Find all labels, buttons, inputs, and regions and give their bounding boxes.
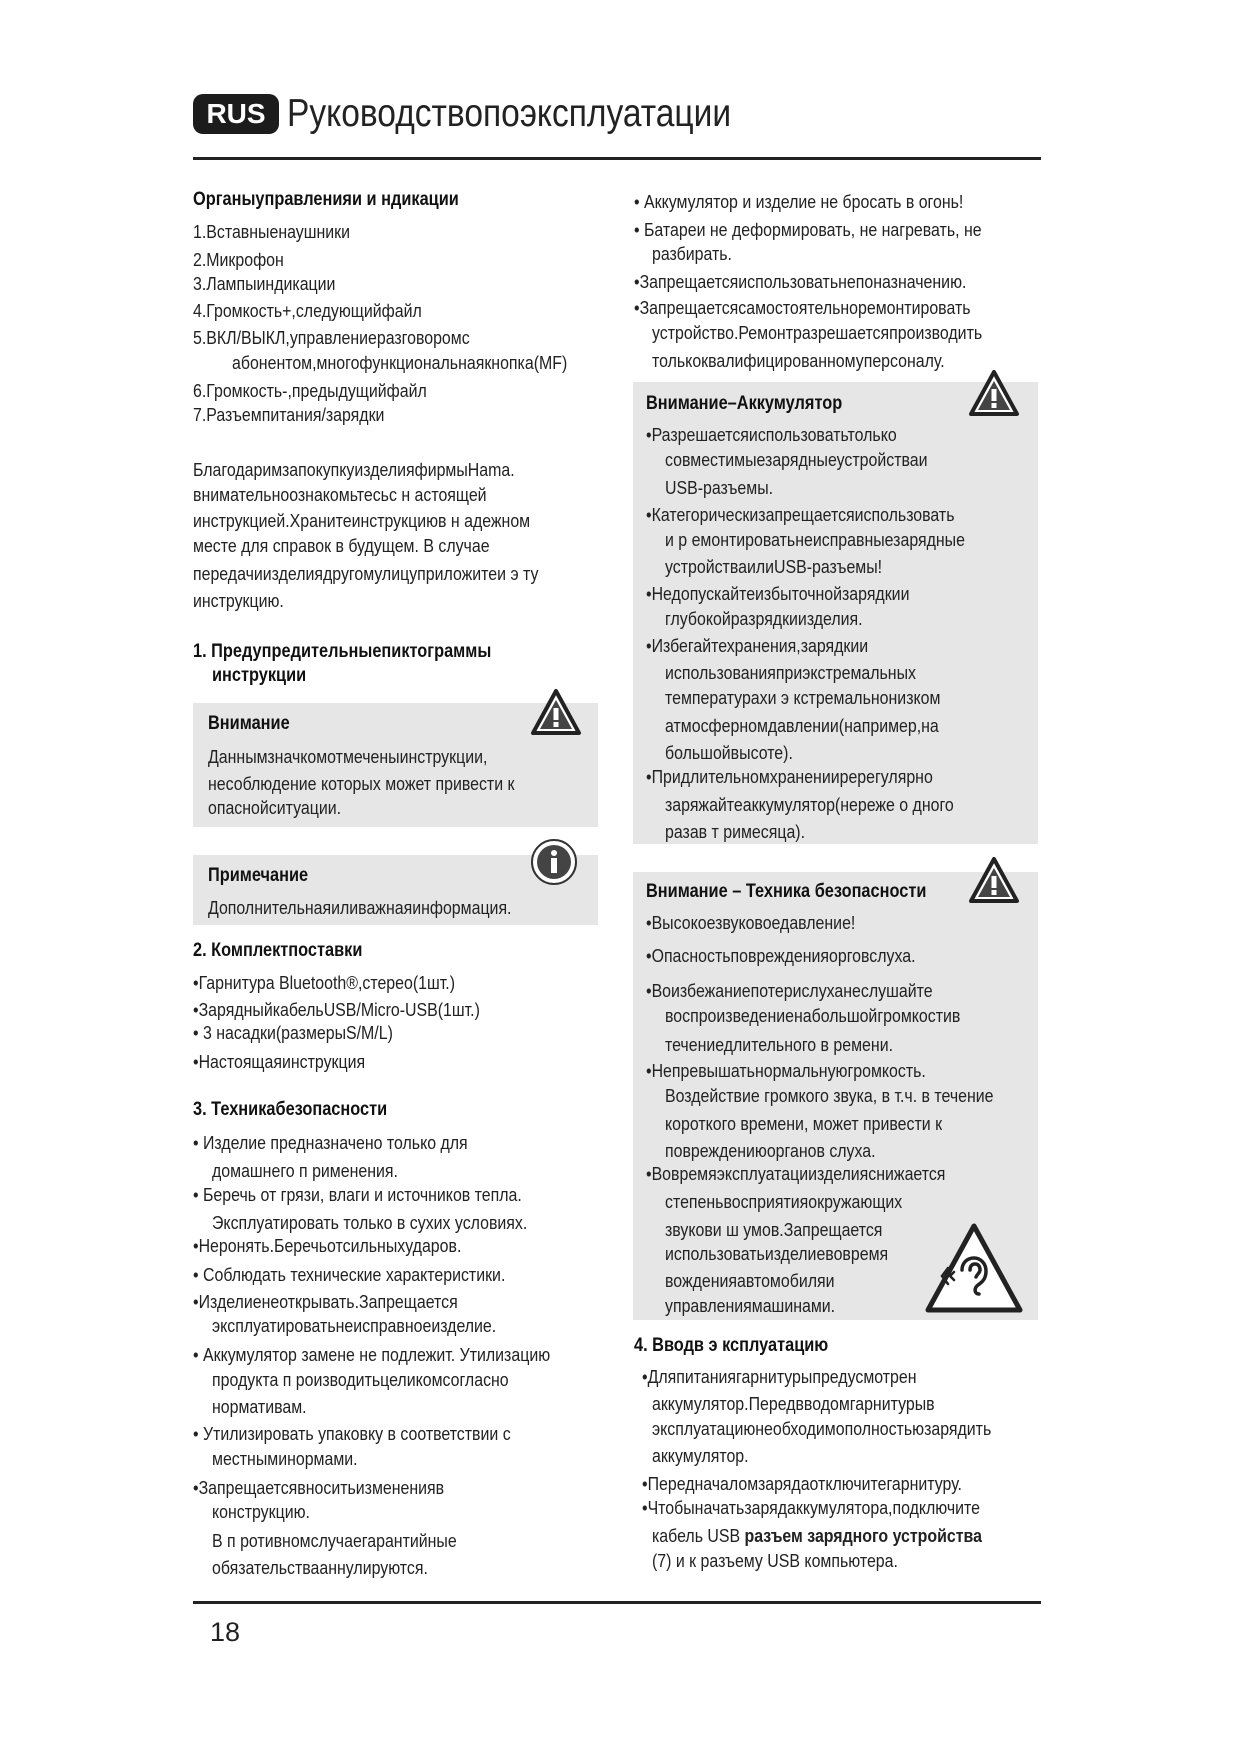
controls-item: 4.Громкость+,следующийфайл xyxy=(193,300,422,321)
section3-line: местныминормами. xyxy=(212,1448,358,1469)
battery-warning-line: •Недопускайтеизбыточнойзарядкии xyxy=(646,583,910,604)
info-icon xyxy=(530,838,578,886)
battery-warning-line: атмосферномдавлении(например,на xyxy=(665,715,939,736)
safety-warning-line: степеньвосприятияокружающих xyxy=(665,1191,903,1212)
safety-line: • Батареи не деформировать, не нагревать, не xyxy=(634,219,982,240)
language-badge: RUS xyxy=(193,94,279,134)
safety-warning-line: Воздействие громкого звука, в т.ч. в течение xyxy=(665,1085,994,1106)
safety-line: устройство.Ремонтразрешаетсяпроизводить xyxy=(652,322,983,343)
controls-item: 1.Вставныенаушники xyxy=(193,221,351,242)
section2-item: •Гарнитура Bluetooth®,стерео(1шт.) xyxy=(193,972,456,993)
warning-text: несоблюдение которых может привести к xyxy=(208,773,515,794)
battery-warning-line: •Разрешаетсяиспользоватьтолько xyxy=(646,424,897,445)
battery-warning-line: совместимыезарядныеустройстваи xyxy=(665,449,928,470)
section3-line: • Беречь от грязи, влаги и источников тепла. xyxy=(193,1184,522,1205)
section4-line: (7) и к разъему USB компьютера. xyxy=(652,1550,898,1571)
battery-warning-line: и р емонтироватьнеисправныезарядные xyxy=(665,529,965,550)
section3-line: домашнего п рименения. xyxy=(212,1160,398,1181)
warning-triangle-icon xyxy=(968,856,1020,904)
safety-line: толькоквалифицированномуперсоналу. xyxy=(652,350,945,371)
safety-warning-line: использоватьизделиевовремя xyxy=(665,1243,889,1264)
battery-warning-line: заряжайтеаккумулятор(нереже о дного xyxy=(665,794,954,815)
note-title: Примечание xyxy=(208,865,309,886)
section2-heading: 2. Комплектпоставки xyxy=(193,940,363,961)
intro-line: внимательноознакомьтесьс н астоящей xyxy=(193,484,487,505)
battery-warning-line: устройстваилиUSB-разъемы! xyxy=(665,556,883,577)
section4-line: •Передначаломзарядаотключитегарнитуру. xyxy=(642,1473,962,1494)
intro-line: передачиизделиядругомулицуприложитеи э ту xyxy=(193,563,539,584)
usb-text: кабель USB xyxy=(652,1525,745,1546)
section3-line: • Изделие предназначено только для xyxy=(193,1132,468,1153)
section4-heading: 4. Вводв э ксплуатацию xyxy=(634,1335,829,1356)
intro-line: инструкцией.Хранитеинструкциюв н адежном xyxy=(193,510,531,531)
section4-usb-line xyxy=(652,1524,982,1548)
section2-item: •Настоящаяинструкция xyxy=(193,1051,366,1072)
safety-warning-title: Внимание – Техника безопасности xyxy=(646,881,927,902)
hearing-damage-icon xyxy=(924,1222,1024,1314)
safety-warning-line: короткого времени, может привести к xyxy=(665,1113,943,1134)
section3-line: •Запрещаетсявноситьизмененияв xyxy=(193,1477,445,1498)
section3-line: • Соблюдать технические характеристики. xyxy=(193,1264,506,1285)
section3-heading: 3. Техникабезопасности xyxy=(193,1099,388,1120)
section3-line: В п ротивномслучаегарантийные xyxy=(212,1530,457,1551)
intro-line: БлагодаримзапокупкуизделияфирмыHama. xyxy=(193,459,515,480)
warning-text: Даннымзначкомотмеченыинструкции, xyxy=(208,746,488,767)
page-number: 18 xyxy=(210,1617,241,1647)
section3-line: нормативам. xyxy=(212,1396,307,1417)
section4-line: •Чтобыначатьзарядаккумулятора,подключите xyxy=(642,1497,981,1518)
section3-line: эксплуатироватьнеисправноеизделие. xyxy=(212,1315,497,1336)
header-rule xyxy=(193,157,1041,160)
section4-line: аккумулятор.Передвводомгарнитурыв xyxy=(652,1393,935,1414)
safety-warning-line: повреждениюорганов слуха. xyxy=(665,1140,876,1161)
section2-item: • 3 насадки(размерыS/M/L) xyxy=(193,1022,393,1043)
warning-triangle-icon xyxy=(968,369,1020,417)
safety-line: •Запрещаетсяиспользоватьнепоназначению. xyxy=(634,271,967,292)
safety-warning-line: управлениямашинами. xyxy=(665,1295,836,1316)
battery-warning-line: глубокойразрядкиизделия. xyxy=(665,608,863,629)
intro-line: инструкцию. xyxy=(193,590,284,611)
safety-warning-line: •Вовремяэксплуатациизделияснижается xyxy=(646,1163,946,1184)
section3-line: • Аккумулятор замене не подлежит. Утилизацию xyxy=(193,1344,551,1365)
section3-line: •Неронять.Беречьотсильныхударов. xyxy=(193,1235,462,1256)
section1-heading: 1. Предупредительныепиктограммы xyxy=(193,641,492,662)
safety-warning-line: •Опасностьповрежденияорговслуха. xyxy=(646,945,916,966)
section3-line: •Изделиенеоткрывать.Запрещается xyxy=(193,1291,458,1312)
controls-item: 6.Громкость-,предыдущийфайл xyxy=(193,380,427,401)
battery-warning-line: температурахи э кстремальнонизком xyxy=(665,687,941,708)
warning-title: Внимание xyxy=(208,713,290,734)
footer-rule xyxy=(193,1601,1041,1604)
safety-warning-line: звукови ш умов.Запрещается xyxy=(665,1219,883,1240)
safety-warning-line: •Непревышатьнормальнуюгромкость. xyxy=(646,1060,926,1081)
safety-warning-line: •Воизбежаниепотерислуханеслушайте xyxy=(646,980,933,1001)
battery-warning-line: использованияприэкстремальных xyxy=(665,662,916,683)
note-text: Дополнительнаяиливажнаяинформация. xyxy=(208,897,512,918)
safety-warning-line: течениедлительного в ремени. xyxy=(665,1034,894,1055)
safety-line: •Запрещаетсясамостоятельноремонтировать xyxy=(634,297,971,318)
section3-line: обязательствааннулируются. xyxy=(212,1557,428,1578)
battery-warning-line: •Категорическизапрещаетсяиспользовать xyxy=(646,504,955,525)
controls-item: 3.Лампыиндикации xyxy=(193,273,336,294)
section2-item: •ЗарядныйкабельUSB/Micro-USB(1шт.) xyxy=(193,999,480,1020)
section3-line: конструкцию. xyxy=(212,1501,310,1522)
section4-line: эксплуатациюнеобходимополностьюзарядить xyxy=(652,1418,992,1439)
controls-item: абонентом,многофункциональнаякнопка(MF) xyxy=(232,352,568,373)
section3-line: Эксплуатировать только в сухих условиях. xyxy=(212,1212,528,1233)
safety-line: • Аккумулятор и изделие не бросать в огонь! xyxy=(634,191,964,212)
controls-heading: Органыуправленияи и ндикации xyxy=(193,189,459,210)
battery-warning-title: Внимание–Аккумулятор xyxy=(646,393,843,414)
battery-warning-line: •Избегайтехранения,зарядкии xyxy=(646,635,869,656)
battery-warning-line: USB-разъемы. xyxy=(665,477,774,498)
safety-warning-line: вожденияавтомобиляи xyxy=(665,1270,835,1291)
section4-line: аккумулятор. xyxy=(652,1445,749,1466)
safety-warning-line: •Высокоезвуковоедавление! xyxy=(646,912,856,933)
battery-warning-line: •Придлительномхраненииререгулярно xyxy=(646,766,933,787)
warning-text: опаснойситуации. xyxy=(208,797,342,818)
battery-warning-line: разав т римесяца). xyxy=(665,821,806,842)
section4-line: •Дляпитаниягарнитурыпредусмотрен xyxy=(642,1366,917,1387)
warning-triangle-icon xyxy=(530,688,582,736)
usb-bold-text: разъем зарядного устройства xyxy=(744,1525,982,1546)
section1-heading: инструкции xyxy=(212,665,307,686)
section3-line: продукта п роизводитьцеликомсогласно xyxy=(212,1369,509,1390)
page-title: Руководствопоэксплуатации xyxy=(287,92,732,135)
section3-line: • Утилизировать упаковку в соответствии с xyxy=(193,1423,511,1444)
controls-item: 7.Разъемпитания/зарядки xyxy=(193,404,385,425)
controls-item: 2.Микрофон xyxy=(193,249,284,270)
safety-warning-line: воспроизведениенабольшойгромкостив xyxy=(665,1005,961,1026)
controls-item: 5.ВКЛ/ВЫКЛ,управлениеразговоромс xyxy=(193,327,470,348)
safety-line: разбирать. xyxy=(652,243,732,264)
page-header xyxy=(193,88,1041,158)
intro-line: месте для справок в будущем. В случае xyxy=(193,535,490,556)
battery-warning-line: большойвысоте). xyxy=(665,742,793,763)
